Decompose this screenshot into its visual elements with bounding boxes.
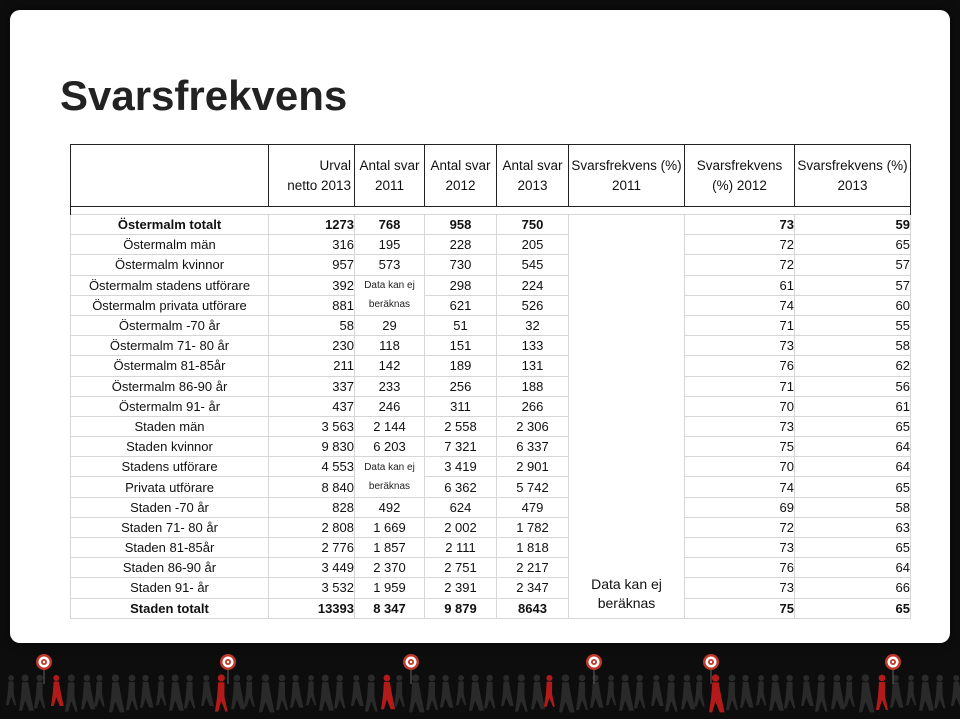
na-line2: beräknas <box>368 480 411 492</box>
row-label: Privata utförare <box>71 477 269 497</box>
walking-person-icon <box>934 675 945 709</box>
table-row <box>71 538 911 558</box>
walking-person-icon <box>606 675 616 705</box>
row-label: Östermalm 86-90 år <box>71 376 269 396</box>
cell-svar-2013: 750 <box>497 215 569 235</box>
table-row <box>71 396 911 416</box>
cell-urval: 3 532 <box>269 578 355 598</box>
cell-svar-2011: 1 959 <box>355 578 425 598</box>
cell-svar-2013: 2 347 <box>497 578 569 598</box>
na-big-line1: Data kan ej <box>591 576 662 592</box>
cell-urval: 3 449 <box>269 558 355 578</box>
cell-urval: 337 <box>269 376 355 396</box>
cell-svar-2011: 1 669 <box>355 517 425 537</box>
walking-person-icon <box>440 675 453 708</box>
walking-person-icon <box>126 675 138 710</box>
row-label: Östermalm -70 år <box>71 315 269 335</box>
cell-pct-2013: 64 <box>795 437 911 457</box>
walking-person-icon <box>619 675 634 711</box>
cell-pct-2012: 73 <box>685 578 795 598</box>
walking-person-icon <box>769 675 784 711</box>
table-row <box>71 356 911 376</box>
table-row <box>71 416 911 436</box>
cell-urval: 9 830 <box>269 437 355 457</box>
cell-urval: 3 563 <box>269 416 355 436</box>
cell-pct-2012: 71 <box>685 315 795 335</box>
cell-svar-2013: 1 782 <box>497 517 569 537</box>
table-container <box>70 144 911 619</box>
walking-person-icon <box>19 675 34 711</box>
cell-svar-2011: 246 <box>355 396 425 416</box>
cell-pct-2012: 71 <box>685 376 795 396</box>
cell-pct-2013: 58 <box>795 497 911 517</box>
walking-person-icon <box>801 675 814 706</box>
cell-svar-2011: 29 <box>355 315 425 335</box>
walking-person-icon <box>590 675 603 708</box>
cell-svar-2013: 131 <box>497 356 569 376</box>
walking-person-icon <box>951 675 960 706</box>
header-pct-2012: Svarsfrekvens (%) 2012 <box>685 145 795 207</box>
na-line1: Data kan ej <box>364 461 415 473</box>
walking-person-icon <box>544 675 555 707</box>
table-body <box>71 215 911 619</box>
walking-person-icon <box>169 675 184 711</box>
cell-svar-2012: 9 879 <box>425 598 497 618</box>
table-row <box>71 275 911 295</box>
cell-pct-2013: 58 <box>795 336 911 356</box>
cell-pct-2012: 76 <box>685 558 795 578</box>
cell-svar-2013: 32 <box>497 315 569 335</box>
cell-svar-2012: 2 391 <box>425 578 497 598</box>
walking-person-icon <box>94 675 105 707</box>
walking-person-icon <box>244 675 255 707</box>
cell-svar-2012: 256 <box>425 376 497 396</box>
walking-person-icon <box>351 675 364 706</box>
table-row <box>71 578 911 598</box>
cell-pct-2013: 56 <box>795 376 911 396</box>
cell-pct-2013: 59 <box>795 215 911 235</box>
cell-svar-2012: 2 002 <box>425 517 497 537</box>
table-row <box>71 215 911 235</box>
walking-person-icon <box>109 674 125 712</box>
cell-urval: 58 <box>269 315 355 335</box>
cell-svar-2011: 8 347 <box>355 598 425 618</box>
walking-person-icon <box>156 675 166 705</box>
walking-person-icon <box>726 675 738 710</box>
walking-person-icon <box>515 674 528 711</box>
cell-pct-2013: 57 <box>795 255 911 275</box>
cell-pct-2013: 60 <box>795 295 911 315</box>
cell-svar-2011: 573 <box>355 255 425 275</box>
walking-person-icon <box>381 675 395 710</box>
row-label: Östermalm stadens utförare <box>71 275 269 295</box>
walking-person-icon <box>906 675 916 705</box>
cell-pct-2012: 70 <box>685 457 795 477</box>
row-label: Staden män <box>71 416 269 436</box>
row-label: Staden -70 år <box>71 497 269 517</box>
cell-svar-2012: 624 <box>425 497 497 517</box>
cell-urval: 881 <box>269 295 355 315</box>
walking-person-icon <box>531 675 545 710</box>
cell-svar-2013: 479 <box>497 497 569 517</box>
row-label: Staden 81-85år <box>71 538 269 558</box>
cell-pct-2013: 57 <box>795 275 911 295</box>
table-row <box>71 255 911 275</box>
table-row <box>71 558 911 578</box>
cell-urval: 230 <box>269 336 355 356</box>
walking-person-icon <box>844 675 855 707</box>
cell-svar-2011: 195 <box>355 235 425 255</box>
cell-pct-2013: 65 <box>795 477 911 497</box>
row-label: Östermalm 91- år <box>71 396 269 416</box>
row-label: Staden 71- 80 år <box>71 517 269 537</box>
cell-svar-2011: 233 <box>355 376 425 396</box>
cell-svar-2011: 768 <box>355 215 425 235</box>
cell-svar-2012: 730 <box>425 255 497 275</box>
page-title: Svarsfrekvens <box>60 72 348 119</box>
walking-person-icon <box>140 675 153 708</box>
row-label: Stadens utförare <box>71 457 269 477</box>
row-label: Östermalm totalt <box>71 215 269 235</box>
cell-svar-2011: 2 370 <box>355 558 425 578</box>
table-row <box>71 477 911 497</box>
cell-pct-2013: 65 <box>795 235 911 255</box>
cell-svar-2013: 2 901 <box>497 457 569 477</box>
cell-pct-2012: 73 <box>685 538 795 558</box>
cell-svar-2013: 2 306 <box>497 416 569 436</box>
cell-pct-2012: 72 <box>685 517 795 537</box>
cell-svar-2011: 118 <box>355 336 425 356</box>
cell-pct-2012: 76 <box>685 356 795 376</box>
cell-urval: 8 840 <box>269 477 355 497</box>
cell-svar-2011: 1 857 <box>355 538 425 558</box>
walking-person-icon <box>559 674 575 712</box>
table-row <box>71 295 911 315</box>
walking-person-icon <box>394 675 405 707</box>
row-label: Staden kvinnor <box>71 437 269 457</box>
not-computable-cell <box>355 457 425 497</box>
pct-2011-not-computable <box>569 215 685 619</box>
walking-person-icon <box>740 675 753 708</box>
cell-urval: 13393 <box>269 598 355 618</box>
cell-svar-2013: 133 <box>497 336 569 356</box>
walking-person-icon <box>306 675 316 705</box>
row-label: Staden 91- år <box>71 578 269 598</box>
walking-person-icon <box>51 675 64 706</box>
walking-person-icon <box>6 675 16 705</box>
target-icon <box>885 654 901 684</box>
cell-pct-2012: 61 <box>685 275 795 295</box>
slide <box>10 10 950 643</box>
cell-svar-2012: 958 <box>425 215 497 235</box>
walking-person-icon <box>694 675 705 707</box>
cell-svar-2012: 2 111 <box>425 538 497 558</box>
cell-pct-2012: 75 <box>685 437 795 457</box>
walking-person-icon <box>319 675 334 711</box>
walking-person-icon <box>681 675 695 710</box>
cell-pct-2012: 74 <box>685 295 795 315</box>
cell-svar-2012: 311 <box>425 396 497 416</box>
walking-person-icon <box>756 675 766 705</box>
cell-pct-2013: 64 <box>795 558 911 578</box>
cell-svar-2013: 266 <box>497 396 569 416</box>
cell-urval: 4 553 <box>269 457 355 477</box>
cell-svar-2012: 3 419 <box>425 457 497 477</box>
cell-urval: 392 <box>269 275 355 295</box>
response-rate-table <box>70 144 911 619</box>
header-spacer <box>71 207 911 215</box>
walking-person-icon <box>81 675 95 710</box>
walking-person-icon <box>456 675 466 705</box>
walking-person-icon <box>231 675 245 710</box>
cell-svar-2012: 2 751 <box>425 558 497 578</box>
cell-pct-2012: 75 <box>685 598 795 618</box>
na-line1: Data kan ej <box>364 280 415 292</box>
header-svar-2013: Antal svar 2013 <box>497 145 569 207</box>
row-label: Östermalm 81-85år <box>71 356 269 376</box>
walking-person-icon <box>201 675 214 706</box>
cell-svar-2012: 228 <box>425 235 497 255</box>
walking-person-icon <box>65 674 78 711</box>
table-row <box>71 598 911 618</box>
walking-person-icon <box>365 674 378 711</box>
header-svar-2012: Antal svar 2012 <box>425 145 497 207</box>
walking-person-icon <box>334 675 345 709</box>
cell-pct-2013: 65 <box>795 598 911 618</box>
cell-svar-2013: 205 <box>497 235 569 255</box>
row-label: Östermalm kvinnor <box>71 255 269 275</box>
cell-pct-2012: 73 <box>685 215 795 235</box>
header-row <box>71 145 911 207</box>
cell-svar-2013: 545 <box>497 255 569 275</box>
cell-svar-2012: 51 <box>425 315 497 335</box>
cell-svar-2012: 151 <box>425 336 497 356</box>
na-line2: beräknas <box>368 299 411 311</box>
walking-person-icon <box>634 675 645 709</box>
cell-urval: 2 808 <box>269 517 355 537</box>
table-row <box>71 315 911 335</box>
cell-pct-2012: 69 <box>685 497 795 517</box>
cell-pct-2013: 63 <box>795 517 911 537</box>
cell-urval: 316 <box>269 235 355 255</box>
header-pct-2013: Svarsfrekvens (%) 2013 <box>795 145 911 207</box>
cell-pct-2013: 64 <box>795 457 911 477</box>
footer-walking-figures <box>0 648 960 719</box>
cell-svar-2013: 188 <box>497 376 569 396</box>
table-row <box>71 497 911 517</box>
table-row <box>71 376 911 396</box>
walking-person-icon <box>501 675 514 706</box>
walking-person-icon <box>184 675 195 709</box>
cell-pct-2013: 61 <box>795 396 911 416</box>
header-urval: Urval netto 2013 <box>269 145 355 207</box>
cell-pct-2012: 73 <box>685 336 795 356</box>
walking-person-icon <box>290 675 303 708</box>
cell-svar-2012: 298 <box>425 275 497 295</box>
header-pct-2011: Svarsfrekvens (%) 2011 <box>569 145 685 207</box>
walking-person-icon <box>831 675 845 710</box>
table-row <box>71 336 911 356</box>
row-label: Östermalm 71- 80 år <box>71 336 269 356</box>
row-label: Staden totalt <box>71 598 269 618</box>
walking-person-icon <box>665 674 678 711</box>
cell-pct-2013: 66 <box>795 578 911 598</box>
cell-urval: 437 <box>269 396 355 416</box>
cell-pct-2012: 72 <box>685 255 795 275</box>
walking-person-icon <box>576 675 588 710</box>
header-empty <box>71 145 269 207</box>
cell-pct-2012: 74 <box>685 477 795 497</box>
cell-urval: 1273 <box>269 215 355 235</box>
cell-svar-2011: 142 <box>355 356 425 376</box>
walking-person-icon <box>890 675 903 708</box>
cell-svar-2013: 224 <box>497 275 569 295</box>
table-row <box>71 517 911 537</box>
walking-person-icon <box>815 674 828 711</box>
row-label: Östermalm män <box>71 235 269 255</box>
table-row <box>71 437 911 457</box>
target-icon <box>586 654 602 684</box>
cell-pct-2012: 73 <box>685 416 795 436</box>
cell-svar-2012: 6 362 <box>425 477 497 497</box>
cell-svar-2013: 2 217 <box>497 558 569 578</box>
cell-svar-2012: 621 <box>425 295 497 315</box>
cell-pct-2013: 55 <box>795 315 911 335</box>
cell-svar-2011: 2 144 <box>355 416 425 436</box>
walking-person-icon <box>919 675 934 711</box>
na-big-line2: beräknas <box>597 595 656 611</box>
header-svar-2011: Antal svar 2011 <box>355 145 425 207</box>
cell-svar-2013: 526 <box>497 295 569 315</box>
cell-svar-2012: 2 558 <box>425 416 497 436</box>
cell-svar-2012: 7 321 <box>425 437 497 457</box>
walking-person-icon <box>859 674 875 712</box>
row-label: Staden 86-90 år <box>71 558 269 578</box>
table-row <box>71 457 911 477</box>
walking-person-icon <box>784 675 795 709</box>
not-computable-cell <box>355 275 425 315</box>
cell-svar-2013: 8643 <box>497 598 569 618</box>
cell-svar-2013: 5 742 <box>497 477 569 497</box>
cell-svar-2011: 492 <box>355 497 425 517</box>
cell-svar-2011: 6 203 <box>355 437 425 457</box>
cell-urval: 211 <box>269 356 355 376</box>
cell-pct-2013: 62 <box>795 356 911 376</box>
cell-svar-2013: 6 337 <box>497 437 569 457</box>
cell-pct-2013: 65 <box>795 416 911 436</box>
walking-person-icon <box>651 675 664 706</box>
walking-person-icon <box>259 674 275 712</box>
row-label: Östermalm privata utförare <box>71 295 269 315</box>
walking-person-icon <box>484 675 495 709</box>
cell-pct-2013: 65 <box>795 538 911 558</box>
cell-pct-2012: 70 <box>685 396 795 416</box>
walking-person-icon <box>215 674 228 711</box>
walking-person-icon <box>276 675 288 710</box>
walking-person-icon <box>426 675 438 710</box>
walking-person-icon <box>876 675 888 710</box>
cell-svar-2013: 1 818 <box>497 538 569 558</box>
cell-pct-2012: 72 <box>685 235 795 255</box>
cell-urval: 957 <box>269 255 355 275</box>
walking-person-icon <box>469 675 484 711</box>
table-row <box>71 235 911 255</box>
cell-urval: 828 <box>269 497 355 517</box>
cell-urval: 2 776 <box>269 538 355 558</box>
cell-svar-2012: 189 <box>425 356 497 376</box>
